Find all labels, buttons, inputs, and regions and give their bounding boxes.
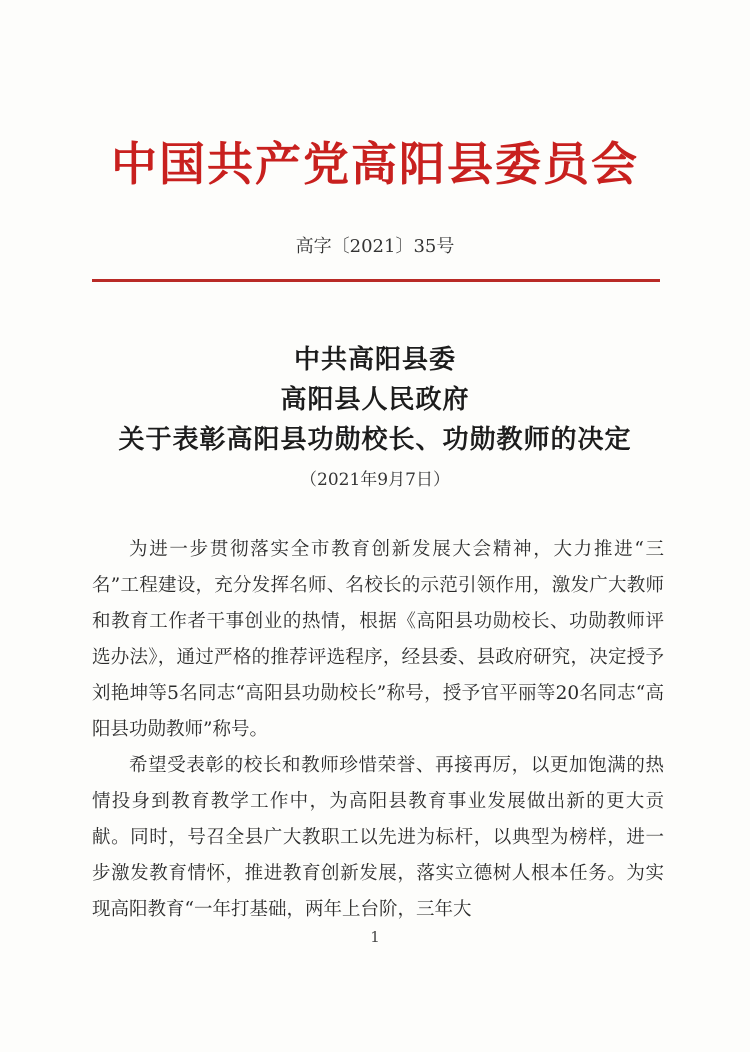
body-paragraph-1: 为进一步贯彻落实全市教育创新发展大会精神，大力推进“三名”工程建设，充分发挥名师、名校长的示范引领作用，激发广大教师和教育工作者干事创业的热情，根据《高阳县功勋校长、功勋教师评选办法》，通过严格的推荐评选程序，经县委、县政府研究，决定授予刘艳坤等5名同志“高阳县功勋校长”称号，授予官平丽等20名同志“高阳县功勋教师”称号。 (92, 539, 664, 740)
title-issuer-party: 中共高阳县委 (293, 345, 456, 375)
body-paragraph-2: 希望受表彰的校长和教师珍惜荣誉、再接再厉，以更加饱满的热情投身到教育教学工作中，为高阳县教育事业发展做出新的更大贡献。同时，号召全县广大教职工以先进为标杆，以典型为榜样，进一步激发教育情怀，推进教育创新发展，落实立德树人根本任务。为实现高阳教育“一年打基础，两年上台阶，三年大 (92, 755, 664, 920)
title-subject: 关于表彰高阳县功勋校长、功勋教师的决定 (118, 425, 632, 455)
decision-title-block (0, 340, 750, 494)
page-number: 1 (370, 928, 380, 946)
masthead-title: 中国共产党高阳县委员会 (111, 137, 639, 191)
title-issuer-government: 高阳县人民政府 (280, 385, 470, 415)
title-date: （2021年9月7日） (300, 470, 450, 490)
document-number: 高字〔2021〕35号 (295, 236, 455, 257)
red-divider-line (92, 279, 660, 282)
body-text (92, 532, 664, 928)
